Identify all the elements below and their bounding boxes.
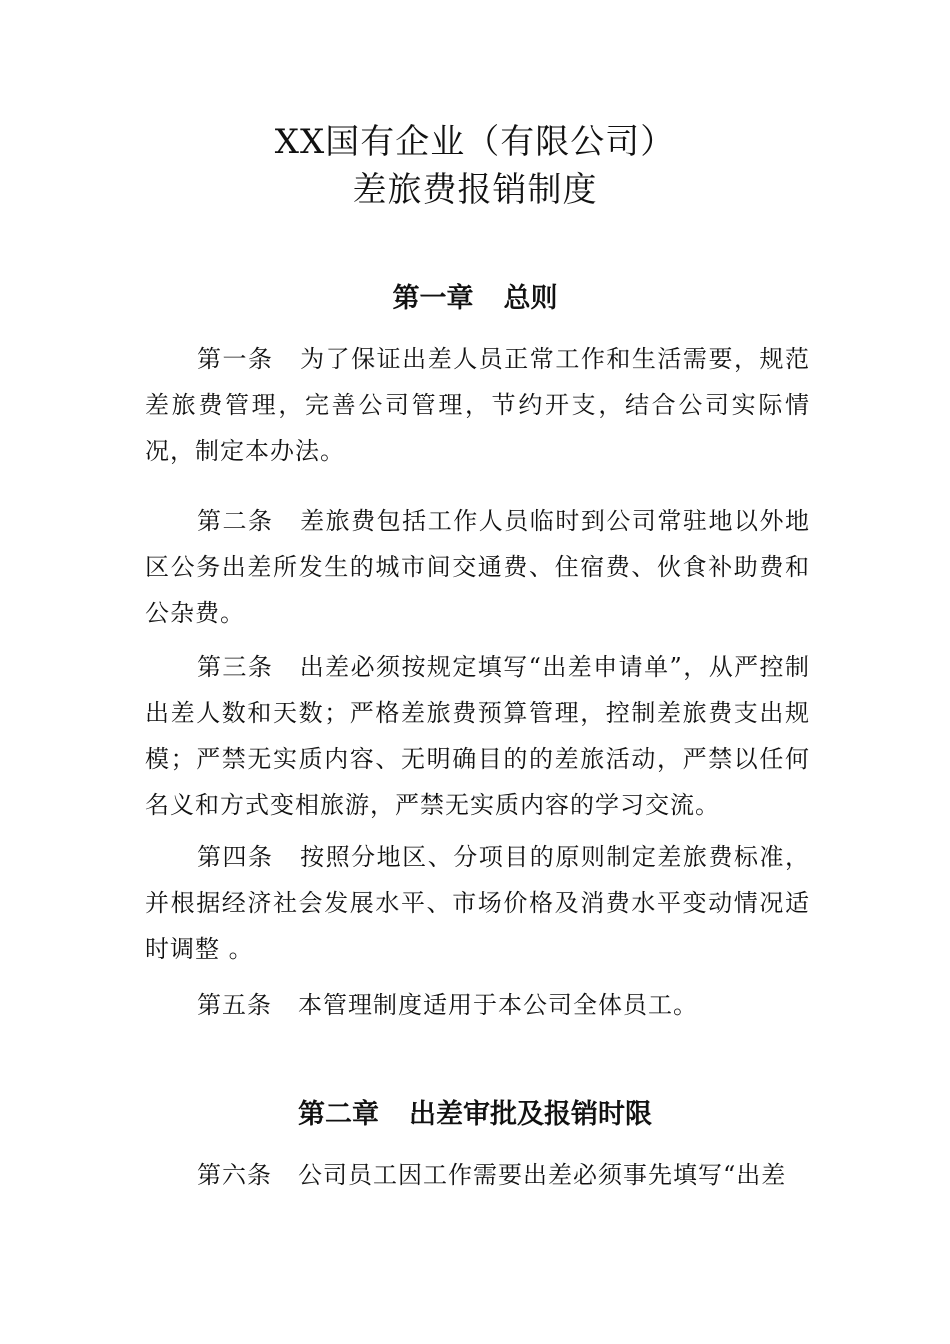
document-title-line2: 差旅费报销制度 <box>352 170 598 210</box>
chapter-name: 出差审批及报销时限 <box>409 1099 652 1130</box>
article-2 <box>145 498 810 636</box>
article-text: 本管理制度适用于本公司全体员工。 <box>298 991 698 1019</box>
chapter-number: 第一章 <box>392 283 474 314</box>
chapter-number: 第二章 <box>298 1099 379 1130</box>
article-text: 按照分地区、分项目的原则制定差旅费标准，并根据经济社会发展水平、市场价格及消费水平变动情况适时调整 。 <box>145 843 811 963</box>
article-6 <box>145 1152 810 1198</box>
article-1 <box>145 336 810 474</box>
chapter-name: 总则 <box>503 283 558 314</box>
chapter-heading-2 <box>0 1098 950 1132</box>
article-number: 第五条 <box>197 991 272 1019</box>
article-number: 第四条 <box>197 843 274 871</box>
article-number: 第一条 <box>197 345 274 373</box>
article-text: 出差必须按规定填写“出差申请单”，从严控制出差人数和天数；严格差旅费预算管理，控制差旅费支出规模；严禁无实质内容、无明确目的的差旅活动，严禁以任何名义和方式变相旅游，严禁无实质内容的学习交流。 <box>145 653 810 819</box>
document-title-line1: XX国有企业（有限公司） <box>274 122 676 162</box>
article-text: 为了保证出差人员正常工作和生活需要，规范差旅费管理，完善公司管理，节约开支，结合公司实际情况，制定本办法。 <box>145 345 811 465</box>
chapter-heading-1 <box>0 282 950 316</box>
article-number: 第六条 <box>197 1161 272 1189</box>
article-3 <box>145 644 810 828</box>
article-number: 第三条 <box>197 653 274 681</box>
article-4 <box>145 834 810 972</box>
article-number: 第二条 <box>197 507 274 535</box>
article-text: 公司员工因工作需要出差必须事先填写“出差 <box>298 1161 787 1189</box>
article-text: 差旅费包括工作人员临时到公司常驻地以外地区公务出差所发生的城市间交通费、住宿费、伙食补助费和公杂费。 <box>145 507 811 627</box>
article-5 <box>145 982 810 1028</box>
